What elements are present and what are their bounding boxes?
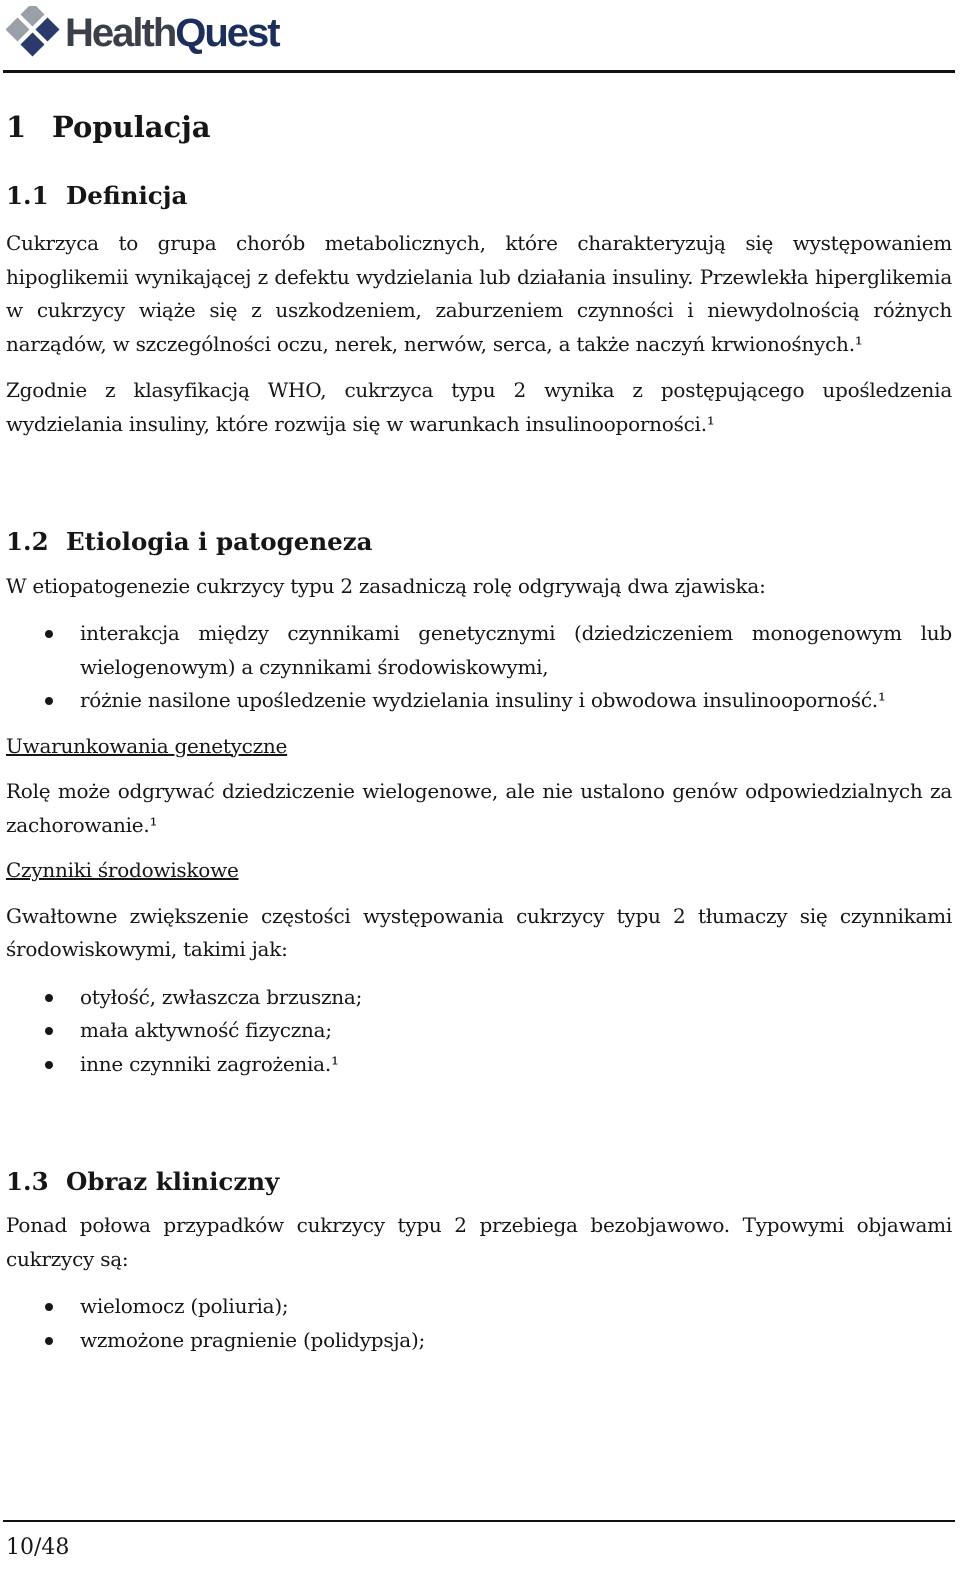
page-header (0, 0, 960, 76)
etiology-intro: W etiopatogenezie cukrzycy typu 2 zasadniczą rolę odgrywają dwa zjawiska: (6, 573, 766, 598)
list-item: otyłość, zwłaszcza brzuszna; (6, 981, 952, 1015)
list-item: wielomocz (poliuria); (6, 1290, 952, 1324)
header-divider (3, 70, 955, 73)
logo-word-quest: Quest (175, 11, 279, 55)
environmental-list (6, 981, 952, 1082)
clinical-paragraph: Ponad połowa przypadków cukrzycy typu 2 przebiega bezobjawowo. Typowymi objawami cukrzycy są: (6, 1213, 952, 1271)
footer-divider (3, 1520, 955, 1522)
subheading-environmental: Czynniki środowiskowe (6, 858, 239, 883)
list-item: wzmożone pragnienie (polidypsja); (6, 1324, 952, 1358)
definition-paragraph-2: Zgodnie z klasyfikacją WHO, cukrzyca typu 2 wynika z postępującego upośledzenia wydzielania insuliny, które rozwija się w warunkach insulinooporności.¹ (6, 378, 952, 436)
environmental-paragraph: Gwałtowne zwiększenie częstości występowania cukrzycy typu 2 tłumaczy się czynnikami środowiskowymi, takimi jak: (6, 903, 952, 962)
list-item: interakcja między czynnikami genetycznymi (dziedziczeniem monogenowym lub wielogenowym) a czynnikami środowiskowymi, (6, 617, 952, 684)
logo-wordmark (65, 13, 279, 53)
heading-section-1: 1 Populacja (6, 110, 211, 144)
list-item: inne czynniki zagrożenia.¹ (6, 1048, 952, 1082)
etiology-list (6, 617, 952, 718)
list-item: różnie nasilone upośledzenie wydzielania insuliny i obwodowa insulinooporność.¹ (6, 684, 952, 718)
logo-mark-icon (6, 6, 60, 60)
symptoms-list (6, 1290, 952, 1357)
healthquest-logo (6, 6, 279, 60)
heading-section-1-1: 1.1 Definicja (6, 180, 188, 210)
definition-paragraph-1: Cukrzyca to grupa chorób metabolicznych, które charakteryzują się występowaniem hipoglikemii wynikającej z defektu wydzielania lub działania insuliny. Przewlekła hiperglikemia w cukrzycy wiąże się z uszkodzeniem, zaburzeniem czynności i niewydolnością różnych narządów, w szczególności oczu, nerek, nerwów, serca, a także naczyń krwionośnych.¹ (6, 231, 952, 356)
list-item: mała aktywność fizyczna; (6, 1014, 952, 1048)
heading-section-1-2: 1.2 Etiologia i patogeneza (6, 527, 373, 557)
page-number: 10/48 (6, 1535, 70, 1560)
heading-section-1-3: 1.3 Obraz kliniczny (6, 1167, 280, 1197)
genetic-paragraph: Rolę może odgrywać dziedziczenie wielogenowe, ale nie ustalono genów odpowiedzialnych za zachorowanie.¹ (6, 779, 952, 837)
document-body (6, 90, 952, 1357)
logo-word-health: Health (65, 11, 176, 55)
subheading-genetic: Uwarunkowania genetyczne (6, 733, 288, 758)
